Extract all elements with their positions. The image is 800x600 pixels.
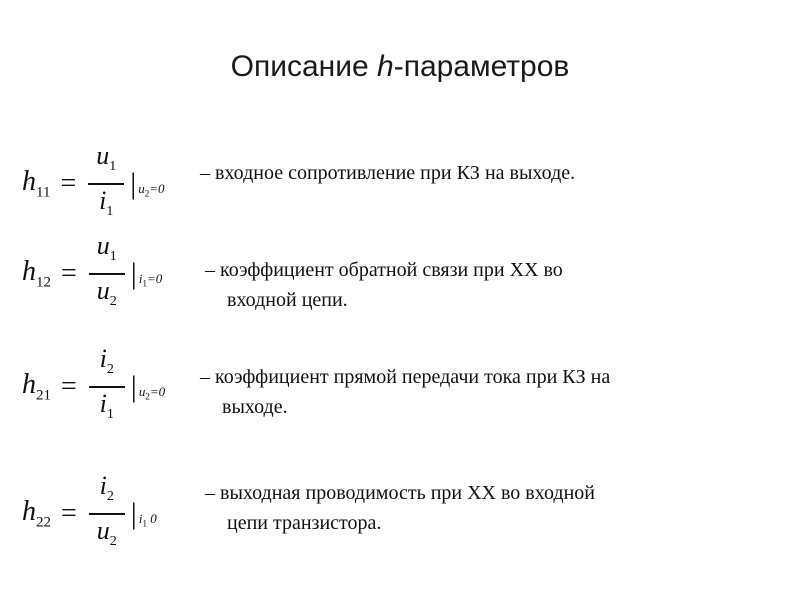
- description-line1: – коэффициент прямой передачи тока при КЗ на: [200, 366, 611, 388]
- denominator: $i_1$: [99, 185, 114, 219]
- equals-sign: =: [60, 167, 77, 199]
- condition: | $u_2=0$: [130, 166, 165, 200]
- formula-lhs: $h_{22}$: [22, 496, 51, 531]
- condition: | $i_1$ 0: [130, 496, 157, 530]
- denominator: $u_2$: [96, 275, 117, 309]
- description-line1: – выходная проводимость при ХХ во входной: [205, 482, 595, 504]
- denominator: $u_2$: [96, 515, 117, 549]
- condition: | $i_1=0$: [130, 256, 163, 290]
- denominator: $i_1$: [99, 388, 114, 422]
- description-h11: [200, 158, 745, 188]
- formula-h11: [22, 140, 165, 228]
- description-line2: входной цепи.: [227, 289, 348, 311]
- title-italic: h: [377, 50, 394, 83]
- description-h12: [205, 255, 745, 315]
- fraction: [89, 230, 125, 318]
- title-suffix: -параметров: [393, 50, 570, 83]
- equals-sign: =: [61, 370, 77, 402]
- equals-sign: =: [61, 257, 77, 289]
- equals-sign: =: [61, 497, 77, 529]
- numerator: $i_2$: [99, 471, 114, 505]
- description-line2: выходе.: [222, 396, 288, 418]
- description-h22: [205, 478, 745, 538]
- description-h21: [200, 362, 745, 422]
- condition: | $u_2=0$: [130, 369, 166, 403]
- slide-title: [0, 50, 800, 84]
- formula-h22: [22, 470, 157, 558]
- description-line2: цепи транзистора.: [227, 512, 382, 534]
- formula-lhs: $h_{11}$: [22, 166, 51, 201]
- numerator: $u_1$: [96, 231, 117, 265]
- formula-lhs: $h_{21}$: [22, 369, 51, 404]
- fraction: [89, 470, 125, 558]
- description-line1: – коэффициент обратной связи при ХХ во: [205, 259, 563, 281]
- fraction: [88, 140, 124, 228]
- fraction: [89, 343, 125, 431]
- formula-h12: [22, 230, 162, 318]
- numerator: $i_2$: [99, 344, 114, 378]
- formula-h21: [22, 343, 165, 431]
- description-line1: – входное сопротивление при КЗ на выходе.: [200, 162, 576, 184]
- formula-lhs: $h_{12}$: [22, 256, 51, 291]
- title-prefix: Описание: [230, 50, 378, 83]
- numerator: $u_1$: [96, 141, 117, 175]
